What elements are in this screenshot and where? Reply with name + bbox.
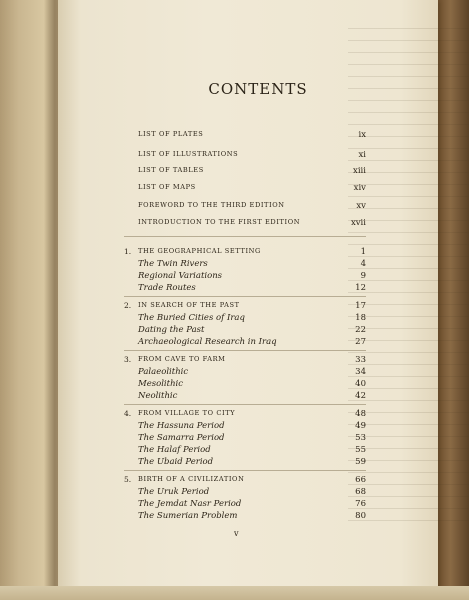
section-entry	[138, 367, 366, 379]
divider	[124, 404, 366, 405]
section-entry	[138, 457, 366, 469]
section-page: 34	[355, 367, 366, 377]
toc-entry-page: xvii	[350, 218, 366, 228]
section-page: 27	[355, 337, 366, 347]
toc-entry-label: LIST OF PLATES	[138, 130, 204, 138]
toc-entry-page: xi	[358, 150, 366, 160]
section-page: 42	[355, 391, 366, 401]
section-page: 76	[355, 499, 366, 509]
page-folio: v	[234, 529, 239, 538]
chapter-title: FROM CAVE TO FARM	[138, 355, 226, 363]
divider	[124, 350, 366, 351]
chapter-title: THE GEOGRAPHICAL SETTING	[138, 247, 261, 255]
toc-entry-label: FOREWORD TO THE THIRD EDITION	[138, 201, 285, 209]
chapter-title: BIRTH OF A CIVILIZATION	[138, 475, 245, 483]
section-title: The Twin Rivers	[138, 259, 208, 269]
section-title: The Halaf Period	[138, 445, 211, 455]
section-entry	[138, 511, 366, 523]
chapter-title: FROM VILLAGE TO CITY	[138, 409, 236, 417]
section-entry	[138, 271, 366, 283]
toc-entry-label: INTRODUCTION TO THE FIRST EDITION	[138, 218, 301, 226]
section-title: Neolithic	[138, 391, 178, 401]
chapter-page: 1	[360, 247, 366, 257]
toc-entry-front	[138, 130, 366, 142]
section-entry	[138, 421, 366, 433]
section-entry	[138, 433, 366, 445]
section-title: Archaeological Research in Iraq	[138, 337, 277, 347]
section-title: The Buried Cities of Iraq	[138, 313, 245, 323]
section-title: Dating the Past	[138, 325, 205, 335]
divider	[124, 296, 366, 297]
chapter-page: 17	[355, 301, 366, 311]
toc-entry-front	[138, 166, 366, 178]
toc-entry-front	[138, 201, 366, 213]
section-page: 9	[360, 271, 366, 281]
toc-entry-label: LIST OF TABLES	[138, 166, 204, 174]
section-page: 59	[355, 457, 366, 467]
section-page: 12	[355, 283, 366, 293]
chapter-page: 48	[355, 409, 366, 419]
chapter-number: 2.	[124, 301, 132, 310]
section-page: 49	[355, 421, 366, 431]
section-entry	[138, 499, 366, 511]
section-page: 4	[360, 259, 366, 269]
section-title: Trade Routes	[138, 283, 196, 293]
section-entry	[138, 391, 366, 403]
page-bottom-edge	[0, 586, 469, 600]
toc-entry-front	[138, 218, 366, 230]
section-page: 53	[355, 433, 366, 443]
chapter-heading	[124, 475, 366, 487]
section-page: 22	[355, 325, 366, 335]
chapter-heading	[124, 409, 366, 421]
toc-entry-page: xiv	[353, 183, 366, 193]
section-page: 18	[355, 313, 366, 323]
section-title: The Jemdat Nasr Period	[138, 499, 242, 509]
chapter-page: 66	[355, 475, 366, 485]
section-page: 68	[355, 487, 366, 497]
toc-entry-page: xv	[356, 201, 366, 211]
section-title: The Sumerian Problem	[138, 511, 238, 521]
section-entry	[138, 445, 366, 457]
divider	[124, 470, 366, 471]
toc-entry-label: LIST OF ILLUSTRATIONS	[138, 150, 239, 158]
show-through-text	[348, 28, 469, 528]
chapter-number: 1.	[124, 247, 132, 256]
toc-entry-page: xiii	[353, 166, 366, 176]
chapter-number: 5.	[124, 475, 132, 484]
section-title: The Ubaid Period	[138, 457, 214, 467]
toc-entry-front	[138, 150, 366, 162]
chapter-number: 4.	[124, 409, 132, 418]
toc-entry-front	[138, 183, 366, 195]
chapter-heading	[124, 301, 366, 313]
chapter-heading	[124, 247, 366, 259]
section-title: The Samarra Period	[138, 433, 225, 443]
chapter-heading	[124, 355, 366, 367]
section-page: 40	[355, 379, 366, 389]
section-page: 80	[355, 511, 366, 521]
section-page: 55	[355, 445, 366, 455]
chapter-number: 3.	[124, 355, 132, 364]
chapter-title: IN SEARCH OF THE PAST	[138, 301, 240, 309]
section-entry	[138, 325, 366, 337]
section-entry	[138, 313, 366, 325]
section-title: The Uruk Period	[138, 487, 210, 497]
toc-entry-page: ix	[358, 130, 366, 140]
section-title: The Hassuna Period	[138, 421, 225, 431]
section-title: Palaeolithic	[138, 367, 189, 377]
section-entry	[138, 259, 366, 271]
contents-title: CONTENTS	[208, 80, 308, 98]
section-entry	[138, 487, 366, 499]
toc-entry-label: LIST OF MAPS	[138, 183, 196, 191]
section-title: Mesolithic	[138, 379, 184, 389]
chapter-page: 33	[355, 355, 366, 365]
section-title: Regional Variations	[138, 271, 223, 281]
section-entry	[138, 337, 366, 349]
divider	[124, 236, 366, 237]
section-entry	[138, 379, 366, 391]
section-entry	[138, 283, 366, 295]
